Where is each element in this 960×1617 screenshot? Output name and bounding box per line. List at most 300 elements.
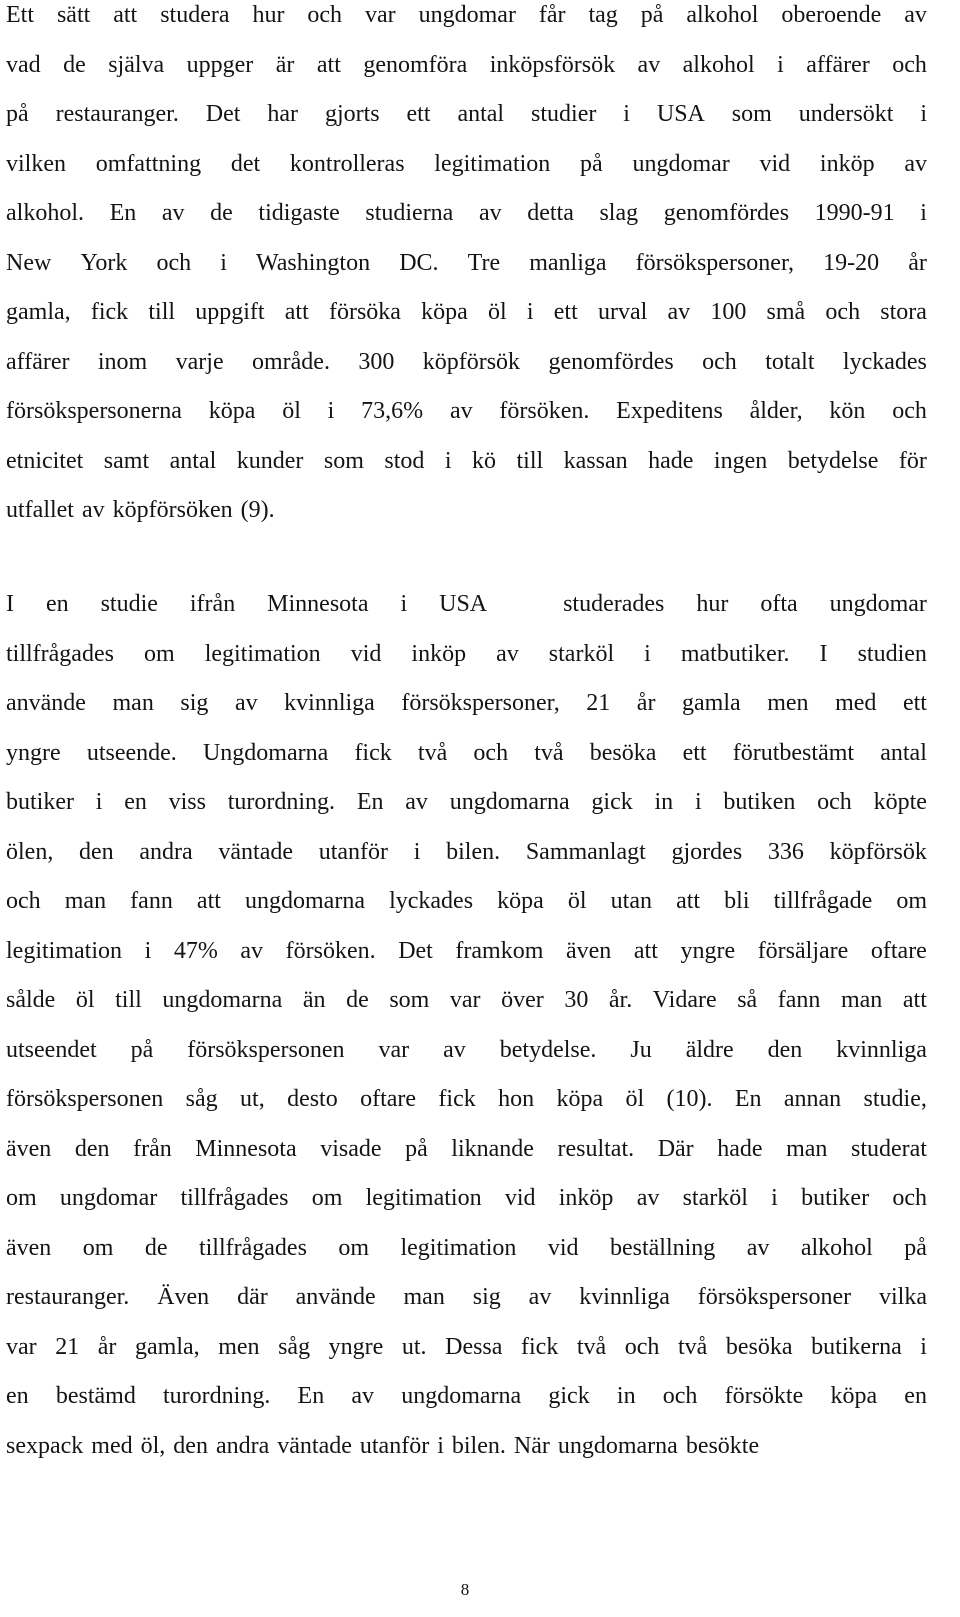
word: som [731, 101, 772, 127]
word: matbutiker. [680, 640, 790, 667]
word: Sammanlagt [525, 838, 646, 865]
word: sexpack [6, 1432, 84, 1459]
word: av [667, 299, 691, 325]
word: i [771, 1185, 778, 1211]
word: ett [406, 101, 431, 127]
word: varje [175, 348, 224, 375]
word: till [148, 299, 176, 325]
word: turordning. [227, 789, 336, 815]
word: turordning. [163, 1383, 271, 1409]
text-line [6, 1422, 927, 1472]
word: om [311, 1185, 343, 1211]
word: hon [498, 1086, 535, 1112]
text-line [6, 1273, 927, 1323]
word: köpförsöken [112, 497, 233, 523]
word: vid [547, 1234, 579, 1261]
word: även [6, 1135, 52, 1162]
word: 19-20 [823, 249, 880, 276]
word: i [95, 789, 103, 815]
word: sålde [6, 987, 56, 1013]
word: och [156, 249, 192, 276]
word: En [734, 1086, 762, 1112]
word: i [920, 200, 927, 226]
word: får [538, 2, 566, 28]
text-line [6, 41, 927, 91]
word: studera [160, 2, 230, 28]
word: ungdomarna [162, 987, 283, 1013]
word: slag [599, 200, 639, 226]
word: bilen. [451, 1432, 506, 1459]
word: kvinnliga [284, 690, 375, 716]
word: utseende. [86, 739, 177, 766]
word: butiken [723, 789, 796, 815]
word: 21 [55, 1333, 80, 1360]
word: även [565, 937, 612, 964]
word: två [417, 739, 448, 766]
word: ölen, [6, 838, 54, 865]
word: (9). [240, 497, 275, 523]
word: av [449, 398, 473, 424]
word: York [80, 249, 128, 276]
word: tidigaste [258, 200, 340, 226]
word: av [904, 150, 927, 177]
word: försökspersonen [6, 1086, 164, 1112]
word: för [898, 447, 927, 474]
word: vilken [6, 150, 66, 177]
text-line [6, 828, 927, 878]
word: två [534, 739, 564, 766]
word: på [904, 1234, 927, 1261]
word: öl [75, 987, 95, 1013]
word: En [109, 200, 137, 226]
word: år [636, 690, 656, 716]
text-line [6, 288, 927, 338]
word: legitimation [6, 937, 122, 964]
word: starköl [682, 1185, 748, 1211]
word: ingen [713, 447, 768, 474]
word: alkohol [800, 1234, 873, 1261]
word: av [161, 200, 185, 226]
word: hur [696, 591, 729, 617]
word: oberoende [781, 2, 882, 28]
word: tillfrågades [180, 1185, 289, 1211]
word: gick [591, 789, 633, 815]
word: köpa [830, 1383, 878, 1409]
word: yngre [328, 1333, 384, 1360]
word: 300 [358, 348, 395, 375]
text-line [6, 679, 927, 729]
word: besöka [725, 1333, 793, 1360]
text-line [6, 437, 927, 487]
page-number: 8 [460, 1580, 470, 1599]
word: såg [278, 1333, 311, 1360]
word: gjordes [671, 838, 743, 865]
word: där [237, 1284, 268, 1310]
word: vilka [879, 1284, 927, 1310]
word: öl [488, 299, 507, 325]
word: ett [682, 739, 707, 766]
text-line [6, 927, 927, 977]
word: Dessa [445, 1333, 503, 1360]
word: studerades [563, 591, 665, 617]
word: förutbestämt [732, 739, 855, 766]
word: två [576, 1333, 607, 1360]
word: än [302, 987, 326, 1013]
word: ungdomar [829, 591, 927, 617]
word: av [904, 2, 927, 28]
word: Där [657, 1135, 694, 1162]
word: försökte [724, 1383, 804, 1409]
word: kvinnliga [836, 1036, 927, 1063]
word: i [777, 51, 784, 78]
word: fick [521, 1333, 559, 1360]
word: genomföra [363, 51, 468, 78]
word: oftare [870, 937, 927, 964]
word: Expeditens [616, 398, 723, 424]
word: en [45, 591, 69, 617]
word: in [616, 1383, 636, 1409]
word: bli [724, 888, 750, 914]
word: studier [531, 101, 597, 127]
word: i [144, 937, 152, 964]
word: totalt [765, 348, 815, 375]
word: men [218, 1333, 260, 1360]
word: om [6, 1185, 37, 1211]
word: fick [354, 739, 392, 766]
word: öl [282, 398, 301, 424]
word: väntade [218, 838, 294, 865]
word: Det [398, 937, 433, 964]
word: ungdomarna [449, 789, 570, 815]
text-line [6, 1323, 927, 1373]
word: själva [108, 51, 165, 78]
word: av [405, 789, 428, 815]
word: gamla [682, 690, 741, 716]
word: den [173, 1432, 208, 1459]
word: små [766, 299, 806, 325]
word: försökspersoner, [635, 249, 794, 276]
word: ålder, [749, 398, 803, 424]
word: i [400, 591, 408, 617]
word: stora [880, 299, 927, 325]
word: är [275, 51, 295, 78]
word: om [896, 888, 927, 914]
word: lyckades [389, 888, 474, 914]
word: genomfördes [548, 348, 674, 375]
word: om [143, 640, 175, 667]
word: inköp [819, 150, 875, 177]
word: man [112, 690, 154, 716]
word: uppger [186, 51, 254, 78]
word: på [580, 150, 603, 177]
text-line [6, 1224, 927, 1274]
word: man [403, 1284, 445, 1310]
text-line [6, 1075, 927, 1125]
word: öl, [140, 1432, 166, 1459]
word: och [662, 1383, 698, 1409]
word: Ett [6, 2, 34, 28]
word: år [97, 1333, 117, 1360]
word: inom [97, 348, 148, 375]
text-line [6, 338, 927, 388]
word: restauranger. [55, 101, 179, 127]
word: inköp [411, 640, 467, 667]
word: affärer [806, 51, 870, 78]
word: fick [438, 1086, 476, 1112]
word: affärer [6, 348, 70, 375]
word: ungdomar [418, 2, 516, 28]
word: att [284, 299, 309, 325]
word: Ju [630, 1036, 652, 1063]
word: var [378, 1036, 410, 1063]
word: butiker [801, 1185, 870, 1211]
word: 1990-91 [814, 200, 895, 226]
word: I [6, 591, 14, 617]
word: försökspersoner [697, 1284, 852, 1310]
word: vid [350, 640, 382, 667]
word: ungdomar [632, 150, 730, 177]
word: den [767, 1036, 803, 1063]
word: väntade [277, 1432, 352, 1459]
text-line [6, 877, 927, 927]
word: inköpsförsök [489, 51, 616, 78]
word: Ungdomarna [202, 739, 329, 766]
word: gamla, [135, 1333, 200, 1360]
word: en [124, 789, 147, 815]
text-line [6, 189, 927, 239]
word: av [81, 497, 105, 523]
word: försöka [328, 299, 401, 325]
word: av [496, 640, 519, 667]
word: andra [139, 838, 193, 865]
word: de [346, 987, 369, 1013]
word: etnicitet [6, 447, 84, 474]
word: legitimation [365, 1185, 482, 1211]
word: kvinnliga [579, 1284, 670, 1310]
word: köpa [497, 888, 544, 914]
word: bilen. [446, 838, 501, 865]
text-line [6, 486, 927, 536]
word: att [196, 888, 221, 914]
word: studierna [365, 200, 454, 226]
word: ungdomarna [245, 888, 365, 914]
word: ett [902, 690, 927, 716]
word: i [437, 1432, 444, 1459]
word: bestämd [55, 1383, 136, 1409]
word: att [316, 51, 341, 78]
word: ungdomarna [401, 1383, 522, 1409]
word: från [133, 1135, 172, 1162]
word: sig [180, 690, 209, 716]
text-line [6, 140, 927, 190]
word: att [902, 987, 927, 1013]
word: gamla, [6, 299, 71, 325]
text-line [6, 630, 927, 680]
word: den [79, 838, 114, 865]
word: den [74, 1135, 110, 1162]
word: av [351, 1383, 375, 1409]
word: 47% [173, 937, 218, 964]
word: har [267, 101, 299, 127]
word: ut, [240, 1086, 265, 1112]
word: antal [880, 739, 927, 766]
word: man [840, 987, 883, 1013]
word: i [623, 101, 630, 127]
word: över [501, 987, 544, 1013]
word: ett [553, 299, 578, 325]
word: studie, [863, 1086, 927, 1112]
word: var [365, 2, 396, 28]
word: hade [648, 447, 694, 474]
word: ifrån [189, 591, 236, 617]
word: andra [215, 1432, 270, 1459]
word: sätt [56, 2, 91, 28]
word: detta [527, 200, 574, 226]
word: ut. [401, 1333, 427, 1360]
word: tillfrågades [6, 640, 114, 667]
word: (10). [666, 1086, 713, 1112]
word: liknande [451, 1135, 534, 1162]
word: beställning [609, 1234, 716, 1261]
word: i [327, 398, 335, 424]
word: ungdomar [59, 1185, 158, 1211]
word: det [230, 150, 261, 177]
text-line [6, 1372, 927, 1422]
word: En [297, 1383, 325, 1409]
word: i [644, 640, 651, 667]
word: gick [548, 1383, 590, 1409]
word: två [677, 1333, 708, 1360]
word: hur [252, 2, 285, 28]
word: och [892, 398, 927, 424]
word: legitimation [204, 640, 321, 667]
word: och [307, 2, 343, 28]
word: New [6, 249, 52, 276]
word: kö [472, 447, 497, 474]
word: oftare [360, 1086, 417, 1112]
word: försökspersoner, [401, 690, 560, 716]
word: tillfrågades [198, 1234, 307, 1261]
word: tillfrågade [773, 888, 873, 914]
word: och [825, 299, 861, 325]
word: var [449, 987, 481, 1013]
word: betydelse [787, 447, 879, 474]
word: köpte [873, 789, 927, 815]
word: kontrolleras [289, 150, 405, 177]
word: köpa [208, 398, 256, 424]
word: yngre [6, 739, 61, 766]
word: område. [251, 348, 330, 375]
word: försöken. [499, 398, 590, 424]
word: köpa [556, 1086, 604, 1112]
word: restauranger. [6, 1284, 130, 1310]
word: att [113, 2, 138, 28]
word: tag [588, 2, 618, 28]
word: Washington [256, 249, 371, 276]
word: man [64, 888, 107, 914]
word: och [817, 789, 852, 815]
word: utanför [359, 1432, 430, 1459]
word: legitimation [400, 1234, 517, 1261]
word: uppgift [195, 299, 265, 325]
word: köpförsök [422, 348, 521, 375]
text-line [6, 239, 927, 289]
word: studien [857, 640, 927, 667]
word: och [6, 888, 41, 914]
word: sig [472, 1284, 501, 1310]
word: köpa [421, 299, 468, 325]
word: av [636, 1185, 660, 1211]
word: om [82, 1234, 114, 1261]
word: i [413, 838, 421, 865]
word: av [478, 200, 502, 226]
word: år [908, 249, 927, 276]
word: var [6, 1333, 37, 1360]
paragraph-1 [6, 0, 927, 536]
word: 30 [564, 987, 589, 1013]
word: alkohol [686, 2, 759, 28]
word: gjorts [324, 101, 380, 127]
word: i [220, 249, 227, 276]
text-line [6, 1125, 927, 1175]
word: Minnesota [267, 591, 369, 617]
word: av [746, 1234, 770, 1261]
word: betydelse. [499, 1036, 597, 1063]
word: lyckades [842, 348, 927, 375]
word: hade [717, 1135, 763, 1162]
word: men [767, 690, 809, 716]
word: legitimation [434, 150, 551, 177]
word: 100 [710, 299, 747, 325]
word: kassan [563, 447, 628, 474]
text-line [6, 778, 927, 828]
word: butikerna [811, 1333, 902, 1360]
text-line [6, 976, 927, 1026]
word: manliga [529, 249, 607, 276]
word: En [356, 789, 384, 815]
word: de [144, 1234, 168, 1261]
word: alkohol [682, 51, 755, 78]
word: studie [100, 591, 158, 617]
word: in [654, 789, 674, 815]
word: vad [6, 51, 41, 78]
word: de [63, 51, 86, 78]
word: om [338, 1234, 370, 1261]
word: som [323, 447, 364, 474]
word: såg [185, 1086, 218, 1112]
word: i [920, 101, 927, 127]
word: fann [777, 987, 821, 1013]
word: ungdomarna [557, 1432, 678, 1459]
word: av [234, 690, 258, 716]
word: 336 [767, 838, 804, 865]
word: fick [90, 299, 129, 325]
word: studerat [851, 1135, 927, 1162]
word: försäljare [757, 937, 849, 964]
word: Vidare [652, 987, 717, 1013]
word: av [240, 937, 264, 964]
word: När [513, 1432, 550, 1459]
word: USA [439, 591, 488, 617]
word: desto [287, 1086, 338, 1112]
word: och [892, 1185, 927, 1211]
word: 21 [586, 690, 611, 716]
word: försökspersonen [187, 1036, 345, 1063]
word: öl [567, 888, 587, 914]
word: besöka [589, 739, 657, 766]
word: genomfördes [663, 200, 790, 226]
word: en [904, 1383, 927, 1409]
